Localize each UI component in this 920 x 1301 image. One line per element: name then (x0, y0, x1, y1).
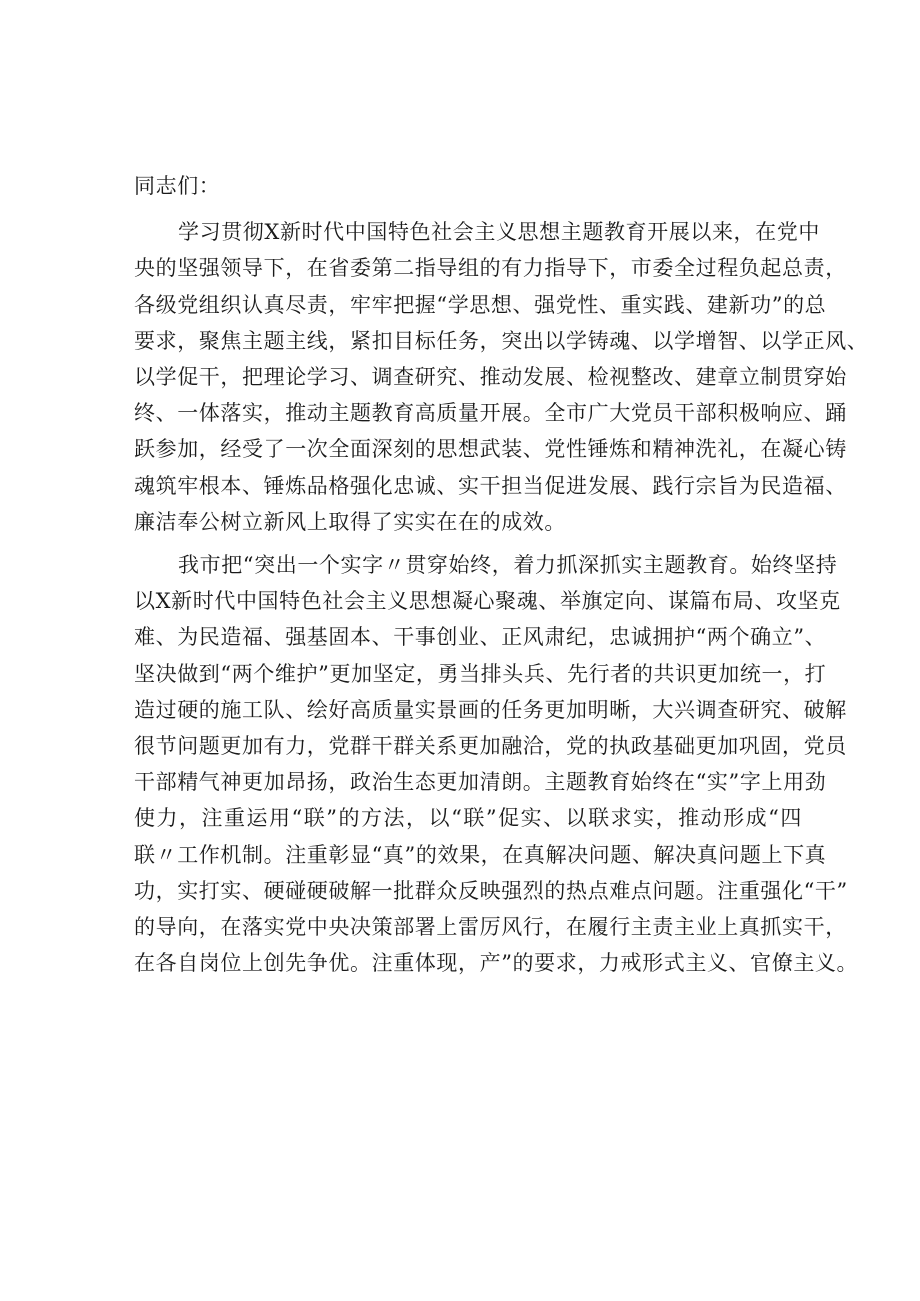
text-line: 干部精气神更加昂扬，政治生态更加清朗。主题教育始终在“实”字上用劲 (134, 770, 827, 795)
text-line: 的导向，在落实党中央决策部署上雷厉风行，在履行主责主业上真抓实干， (134, 915, 847, 940)
paragraph-2 (134, 547, 859, 981)
text-line: 跃参加，经受了一次全面深刻的思想武装、党性锤炼和精神洗礼，在凝心铸 (134, 437, 847, 462)
text-line: 坚决做到“两个维护”更加坚定，勇当排头兵、先行者的共识更加统一，打 (134, 661, 827, 686)
text-line: 很节问题更加有力，党群干群关系更加融洽，党的执政基础更加巩固，党员 (134, 734, 847, 759)
paragraph-1 (134, 214, 869, 540)
document-body (134, 168, 869, 981)
text-line: 各级党组织认真尽责，牢牢把握“学思想、强党性、重实践、建新功”的总 (134, 292, 827, 317)
text-line: 难、为民造福、强基固本、干事创业、正风肃纪，忠诚拥护“两个确立”、 (134, 625, 827, 650)
text-line: 要求，聚焦主题主线，紧扣目标任务，突出以学铸魂、以学增智、以学正风、 (134, 328, 869, 353)
text-line: 以学促干，把理论学习、调查研究、推动发展、检视整改、建章立制贯穿始 (134, 365, 847, 390)
text-line: 以X新时代中国特色社会主义思想凝心聚魂、举旗定向、谋篇布局、攻坚克 (134, 589, 841, 614)
text-line: 我市把“突出一个实字〃贯穿始终，着力抓深抓实主题教育。始终坚持 (178, 553, 838, 578)
text-line: 央的坚强领导下，在省委第二指导组的有力指导下，市委全过程负起总责， (134, 256, 847, 281)
text-line: 联〃工作机制。注重彰显“真”的效果，在真解决问题、解决真问题上下真 (134, 842, 827, 867)
text-line: 魂筑牢根本、锤炼品格强化忠诚、实干担当促进发展、践行宗旨为民造福、 (134, 473, 847, 498)
text-line: 廉洁奉公树立新风上取得了实实在在的成效。 (134, 509, 566, 534)
text-line: 功，实打实、硬碰硬破解一批群众反映强烈的热点难点问题。注重强化“干” (134, 878, 848, 903)
text-line: 终、一体落实，推动主题教育高质量开展。全市广大党员干部积极响应、踊 (134, 401, 847, 426)
text-line: 使力，注重运用“联”的方法，以“联”促实、以联求实，推动形成“四 (134, 806, 802, 831)
salutation: 同志们： (134, 174, 221, 198)
text-line: 造过硬的施工队、绘好高质量实景画的任务更加明晰，大兴调查研究、破解 (134, 697, 847, 722)
text-line: 在各自岗位上创先争优。注重体现，产”的要求，力戒形式主义、官僚主义。 (134, 951, 859, 976)
text-line: 学习贯彻X新时代中国特色社会主义思想主题教育开展以来，在党中 (178, 220, 820, 245)
